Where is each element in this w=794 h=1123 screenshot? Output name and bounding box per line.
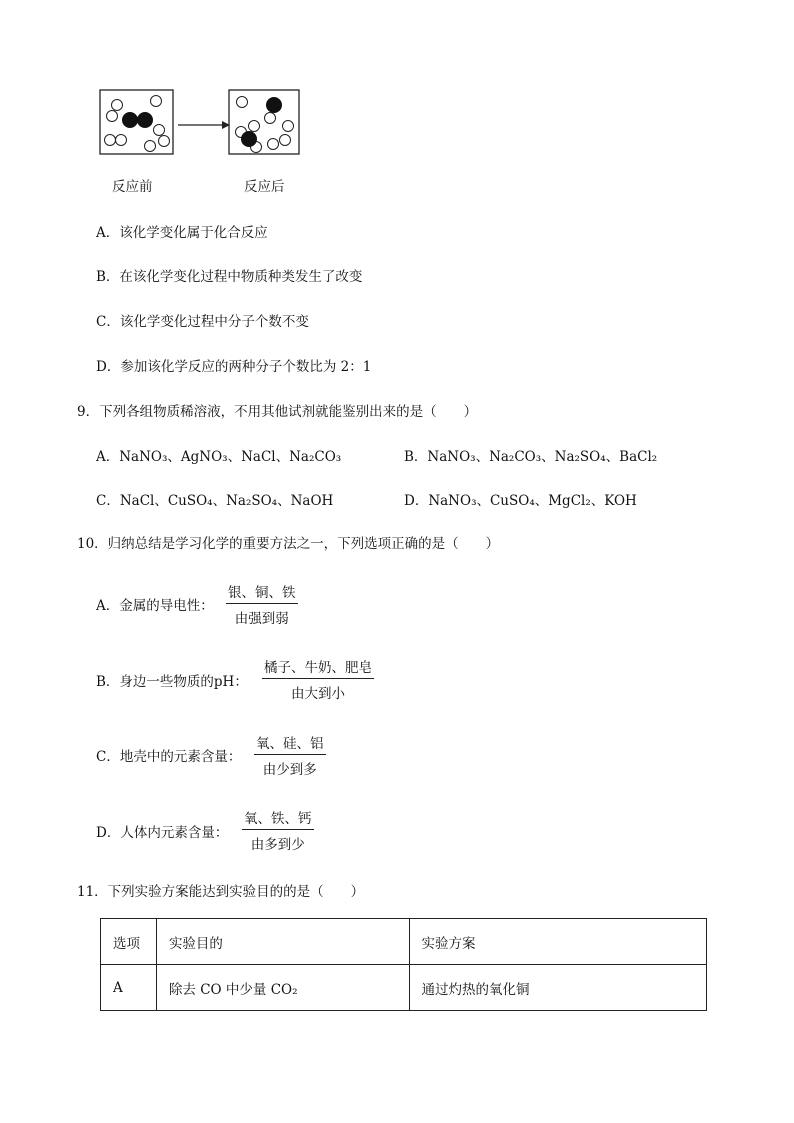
table-cell: 除去 CO 中少量 CO₂ [156,965,409,1011]
black-atom [267,98,282,113]
reaction-diagram [98,88,303,160]
fraction-numerator: 橘子、牛奶、肥皂 [262,656,374,679]
q8-option-d: D．参加该化学反应的两种分子个数比为 2：1 [96,359,372,375]
q11-stem: 11．下列实验方案能达到实验目的的是（ ） [77,884,365,900]
white-atom [268,139,279,150]
table-header-row [101,919,707,965]
q10-option-b-fraction [262,656,374,702]
q9-option-a: A．NaNO₃、AgNO₃、NaCl、Na₂CO₃ [96,449,342,465]
experiment-table [100,918,707,1011]
white-atom [112,100,123,111]
white-atom [145,141,156,152]
fraction-numerator: 银、铜、铁 [226,581,298,604]
table-header-cell: 选项 [101,919,157,965]
white-atom [283,121,294,132]
q8-option-b: B．在该化学变化过程中物质种类发生了改变 [96,269,363,285]
table-cell: 通过灼热的氧化铜 [409,965,706,1011]
q10-option-d-fraction [242,807,314,853]
after-label: 反应后 [244,179,285,195]
q10-option-a-fraction [226,581,298,627]
q10-stem: 10．归纳总结是学习化学的重要方法之一，下列选项正确的是（ ） [77,536,500,552]
fraction-denominator: 由多到少 [250,837,305,853]
fraction-denominator: 由大到小 [291,686,345,702]
table-header-cell: 实验方案 [409,919,706,965]
black-atom [138,113,153,128]
q10-option-b-label: B．身边一些物质的pH： [96,674,248,690]
white-atom [154,125,165,136]
white-atom [107,111,118,122]
q10-option-c-fraction [254,732,326,778]
white-atom [105,135,116,146]
white-atom [280,135,291,146]
q8-option-a: A．该化学变化属于化合反应 [96,225,268,241]
table-row [101,965,707,1011]
white-atom [159,136,170,147]
q8-option-c: C．该化学变化过程中分子个数不变 [96,314,309,330]
white-atom [151,96,162,107]
fraction-numerator: 氧、硅、铝 [254,732,326,755]
fraction-denominator: 由少到多 [262,762,317,778]
white-atom [116,135,127,146]
q10-option-c-label: C．地壳中的元素含量： [96,749,242,765]
q9-option-b: B．NaNO₃、Na₂CO₃、Na₂SO₄、BaCl₂ [404,449,658,465]
q10-option-a-label: A．金属的导电性： [96,598,214,614]
q9-option-c: C．NaCl、CuSO₄、Na₂SO₄、NaOH [96,493,334,509]
black-atom [242,132,257,147]
table-header-cell: 实验目的 [156,919,409,965]
white-atom [237,97,248,108]
q10-option-d-label: D．人体内元素含量： [96,825,229,841]
white-atom [249,121,260,132]
black-atom [123,113,138,128]
fraction-denominator: 由强到弱 [234,611,289,627]
table-cell: A [101,965,157,1011]
before-label: 反应前 [112,179,153,195]
q9-stem: 9．下列各组物质稀溶液，不用其他试剂就能鉴别出来的是（ ） [77,404,478,420]
q9-option-d: D．NaNO₃、CuSO₄、MgCl₂、KOH [404,493,637,509]
fraction-numerator: 氧、铁、钙 [242,807,314,830]
white-atom [265,113,276,124]
